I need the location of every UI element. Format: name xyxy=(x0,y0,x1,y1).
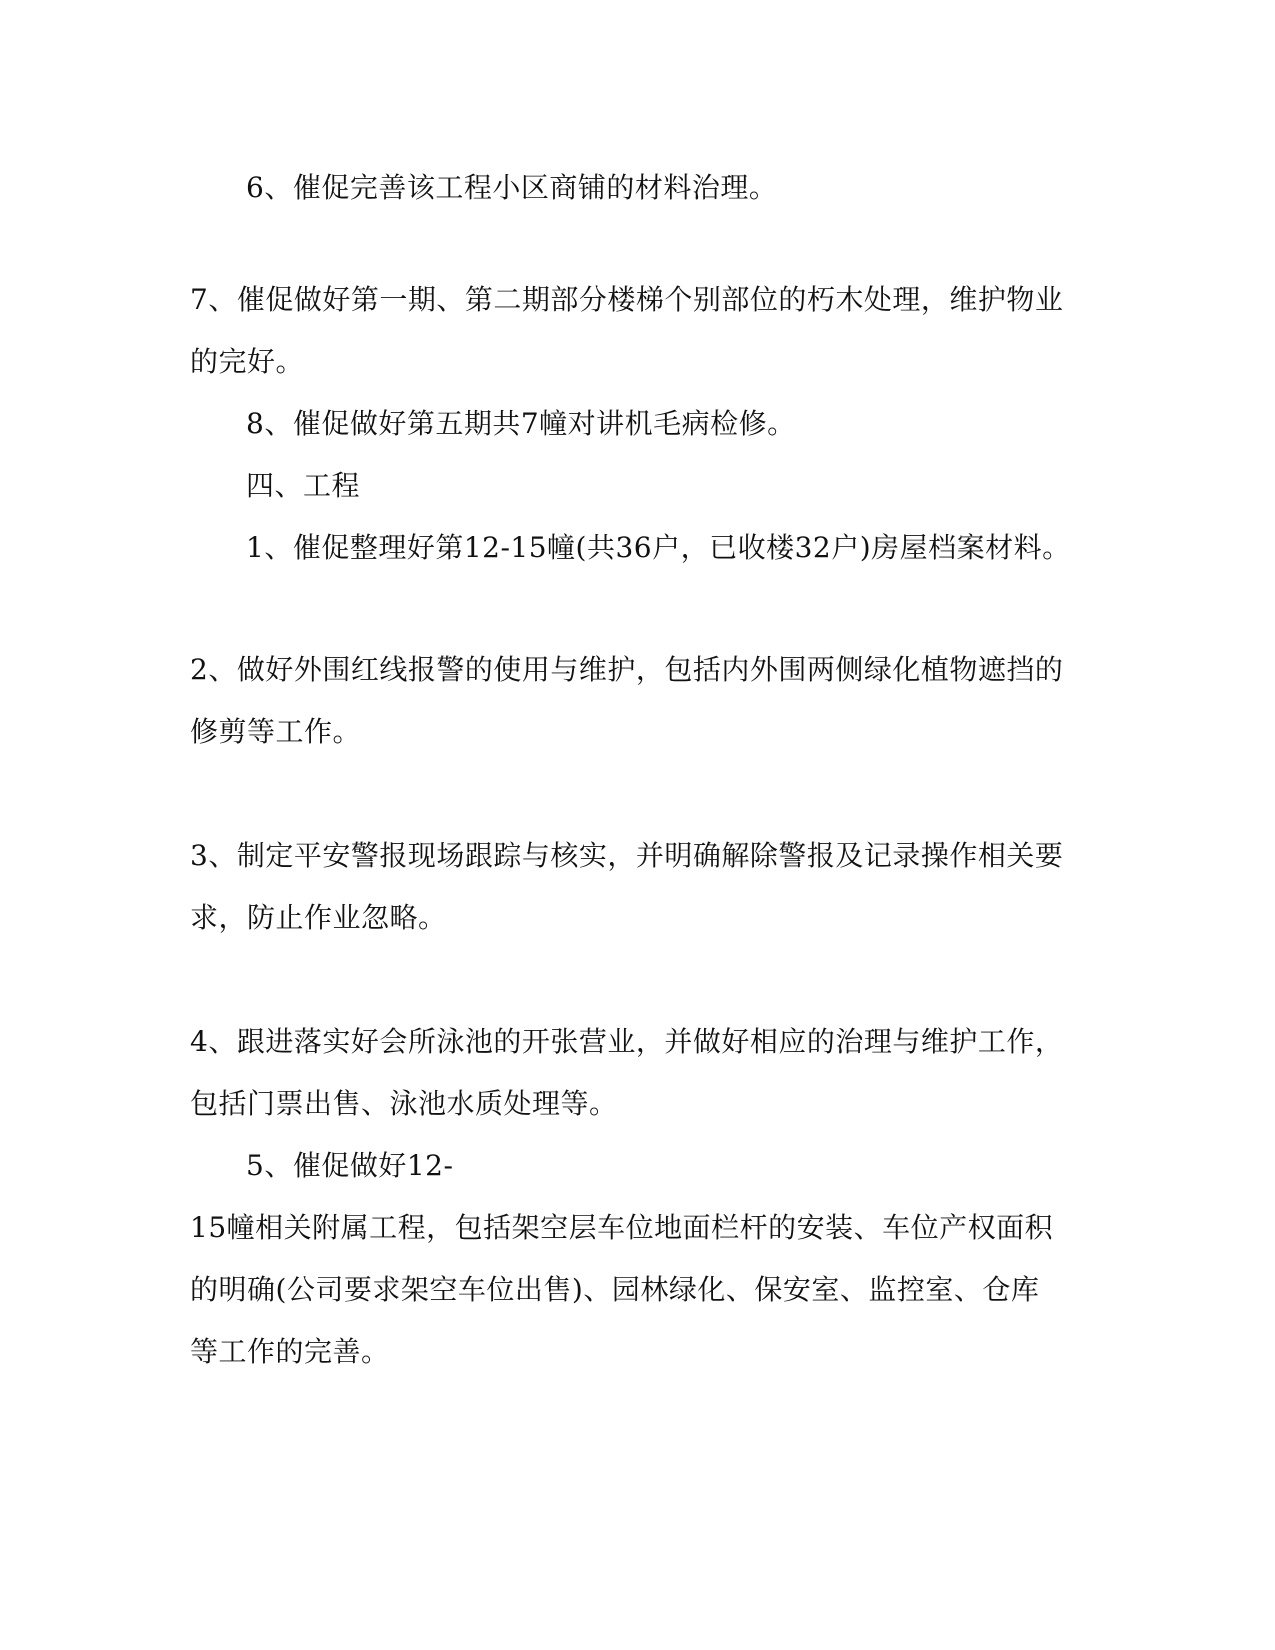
project-item-5-text-line-1: 5、催促做好12- xyxy=(246,1149,454,1182)
project-item-2-text-line-2: 修剪等工作。 xyxy=(190,715,362,748)
item-7-text-line-2: 的完好。 xyxy=(190,345,305,378)
item-6-text: 6、催促完善该工程小区商铺的材料治理。 xyxy=(246,171,778,204)
project-item-5-text-line-3: 的明确(公司要求架空车位出售)、园林绿化、保安室、监控室、仓库 xyxy=(190,1273,1040,1306)
project-item-1-text: 1、催促整理好第12-15幢(共36户，已收楼32户)房屋档案材料。 xyxy=(246,531,1071,564)
project-item-3-text-line-1: 3、制定平安警报现场跟踪与核实，并明确解除警报及记录操作相关要 xyxy=(190,839,1064,872)
project-item-4-text-line-1: 4、跟进落实好会所泳池的开张营业，并做好相应的治理与维护工作， xyxy=(190,1025,1064,1058)
item-8-text: 8、催促做好第五期共7幢对讲机毛病检修。 xyxy=(246,407,796,440)
project-item-5-text-line-2: 15幢相关附属工程，包括架空层车位地面栏杆的安装、车位产权面积 xyxy=(190,1211,1054,1244)
item-7-text-line-1: 7、催促做好第一期、第二期部分楼梯个别部位的朽木处理，维护物业 xyxy=(190,283,1064,316)
project-item-5-text-line-4: 等工作的完善。 xyxy=(190,1335,390,1368)
project-item-3-text-line-2: 求，防止作业忽略。 xyxy=(190,901,447,934)
project-item-4-text-line-2: 包括门票出售、泳池水质处理等。 xyxy=(190,1087,618,1120)
project-item-2-text-line-1: 2、做好外围红线报警的使用与维护，包括内外围两侧绿化植物遮挡的 xyxy=(190,653,1064,686)
section-heading: 四、工程 xyxy=(246,469,361,502)
